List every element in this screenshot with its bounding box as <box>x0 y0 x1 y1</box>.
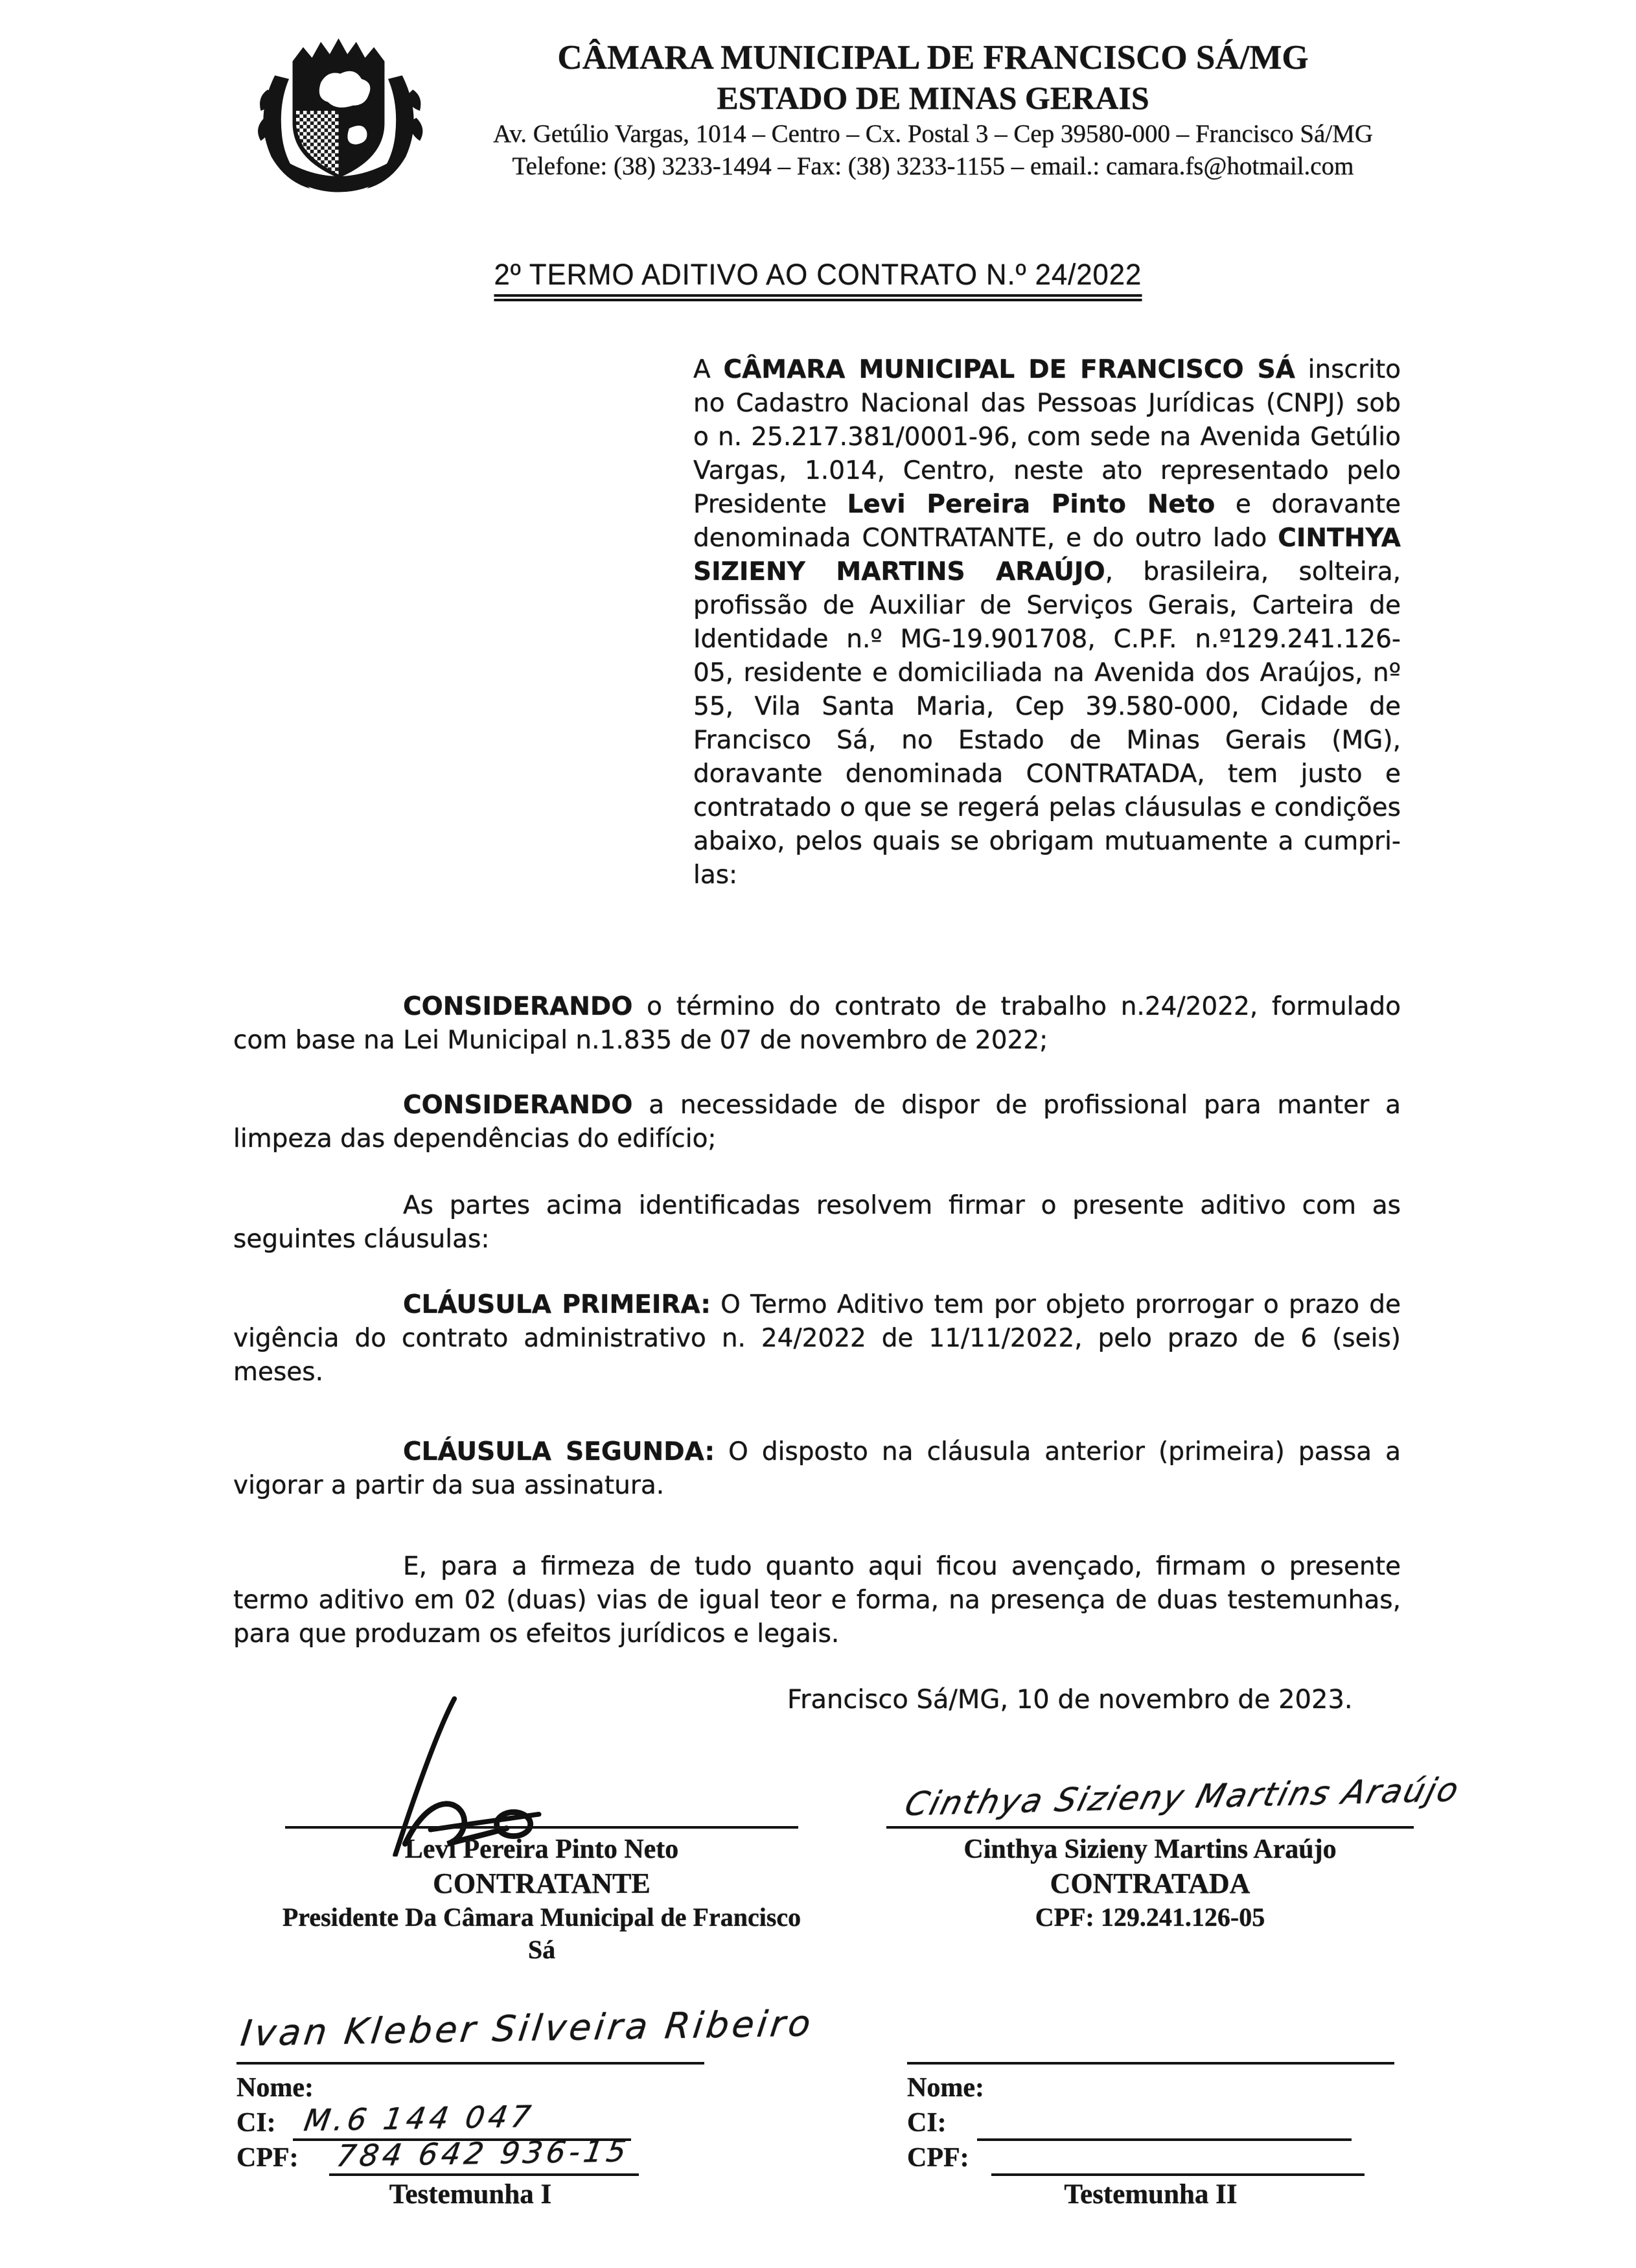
witness1-cpf-label: CPF: <box>236 2143 299 2173</box>
witness1-nome-label: Nome: <box>236 2073 314 2103</box>
intro-text: , brasileira, solteira, profissão de Auxiliar de Serviços Gerais, Carteira de Identidade n.º MG-19.901708, C.P.F. n.º129.241.126-05, residente e domiciliada na Avenida dos Araújos, nº 55, Vila Santa Maria, Cep 39.580-000, Cidade de Francisco Sá, no Estado de Minas Gerais (MG), doravante denominada CONTRATADA, tem justo e contratado o que se regerá pelas cláusulas e condições abaixo, pelos quais se obrigam mutuamente a cumpri-las: <box>693 557 1401 890</box>
contratante-name: Levi Pereira Pinto Neto <box>404 1834 679 1864</box>
witness1-cpf-line <box>329 2173 639 2176</box>
clausula-heading: CLÁUSULA PRIMEIRA: <box>403 1290 711 1319</box>
paragraph-encerramento <box>233 1550 1401 1651</box>
contratada-name: Cinthya Sizieny Martins Araújo <box>963 1834 1337 1864</box>
paragraph-text: a necessidade de dispor de profissional para manter a limpeza das dependências do edifício; <box>233 1091 1401 1153</box>
contratante-org-name: CÂMARA MUNICIPAL DE FRANCISCO SÁ <box>723 355 1295 384</box>
date-place-line: Francisco Sá/MG, 10 de novembro de 2023. <box>787 1685 1353 1715</box>
contratada-signature-handwriting: Cinthya Sizieny Martins Araújo <box>901 1770 1465 1823</box>
contratante-role: CONTRATANTE <box>433 1868 651 1899</box>
coat-of-arms-icon <box>249 26 428 196</box>
paragraph-partes <box>233 1189 1401 1256</box>
witness1-cpf-value-handwriting: 784 642 936-15 <box>334 2133 633 2174</box>
president-name: Levi Pereira Pinto Neto <box>847 490 1215 519</box>
witness2-signature-line <box>907 2062 1394 2065</box>
witness2-cpf-label: CPF: <box>907 2143 969 2173</box>
contratada-cpf: CPF: 129.241.126-05 <box>1035 1903 1265 1932</box>
intro-text: inscrito no Cadastro Nacional das Pessoas Jurídicas (CNPJ) sob o n. 25.217.381/0001-96, com sede na Avenida Getúlio Vargas, 1.014, Centro, neste ato representado pelo Presidente <box>693 355 1401 519</box>
intro-text: A <box>693 355 724 384</box>
witness1-signature-line <box>236 2062 704 2065</box>
witness1-ci-value-handwriting: M.6 144 047 <box>301 2098 537 2138</box>
paragraph-considerando-1 <box>233 990 1401 1058</box>
contratante-title: Presidente Da Câmara Municipal de Francisco Sá <box>282 1903 801 1964</box>
witness2-nome-label: Nome: <box>907 2073 984 2103</box>
witness1-caption: Testemunha I <box>389 2179 552 2210</box>
witness2-ci-label: CI: <box>907 2108 947 2138</box>
intro-text: e doravante denominada CONTRATANTE, e do outro lado <box>693 490 1401 553</box>
org-address-line: Av. Getúlio Vargas, 1014 – Centro – Cx. Postal 3 – Cep 39580-000 – Francisco Sá/MG <box>492 120 1374 148</box>
paragraph-text: O disposto na cláusula anterior (primeira) passa a vigorar a partir da sua assinatura. <box>233 1437 1401 1500</box>
paragraph-text: E, para a firmeza de tudo quanto aqui ficou avençado, firmam o presente termo aditivo em 02 (duas) vias de igual teor e forma, na presença de duas testemunhas, para que produzam os efeitos jurídicos e legais. <box>233 1552 1401 1649</box>
paragraph-text: O Termo Aditivo tem por objeto prorrogar o prazo de vigência do contrato administrativo n. 24/2022 de 11/11/2022, pelo prazo de 6 (seis) meses. <box>233 1290 1401 1387</box>
clausula-heading: CLÁUSULA SEGUNDA: <box>403 1437 715 1466</box>
witness1-ci-label: CI: <box>236 2108 276 2138</box>
contratante-signature-block <box>279 1826 805 1966</box>
contratada-signature-line <box>886 1826 1414 1829</box>
org-name-line: CÂMARA MUNICIPAL DE FRANCISCO SÁ/MG <box>557 39 1309 76</box>
document-title: 2º TERMO ADITIVO AO CONTRATO N.º 24/2022 <box>494 258 1142 301</box>
letterhead <box>441 38 1425 183</box>
witness2-caption: Testemunha II <box>1064 2179 1238 2210</box>
paragraph-clausula-primeira <box>233 1288 1401 1389</box>
contratante-signature-line <box>285 1826 798 1829</box>
witness2-ci-line <box>977 2138 1352 2141</box>
document-title-row <box>0 258 1636 301</box>
intro-paragraph <box>693 353 1401 892</box>
paragraph-text: o término do contrato de trabalho n.24/2022, formulado com base na Lei Municipal n.1.835 de 07 de novembro de 2022; <box>233 992 1401 1055</box>
org-state-line: ESTADO DE MINAS GERAIS <box>717 80 1149 116</box>
contratada-role: CONTRATADA <box>1050 1868 1250 1899</box>
paragraph-considerando-2 <box>233 1089 1401 1156</box>
considerando-keyword: CONSIDERANDO <box>403 992 633 1021</box>
considerando-keyword: CONSIDERANDO <box>403 1091 633 1120</box>
org-contact-line: Telefone: (38) 3233-1494 – Fax: (38) 3233-1155 – email.: camara.fs@hotmail.com <box>512 152 1354 180</box>
witness1-signature-handwriting: Ivan Kleber Silveira Ribeiro <box>238 2002 816 2054</box>
contratada-signature-block <box>881 1826 1419 1934</box>
paragraph-clausula-segunda <box>233 1435 1401 1503</box>
paragraph-text: As partes acima identificadas resolvem firmar o presente aditivo com as seguintes cláusulas: <box>233 1191 1401 1254</box>
witness2-cpf-line <box>991 2173 1365 2176</box>
contratada-name: CINTHYA SIZIENY MARTINS ARAÚJO <box>693 524 1401 586</box>
